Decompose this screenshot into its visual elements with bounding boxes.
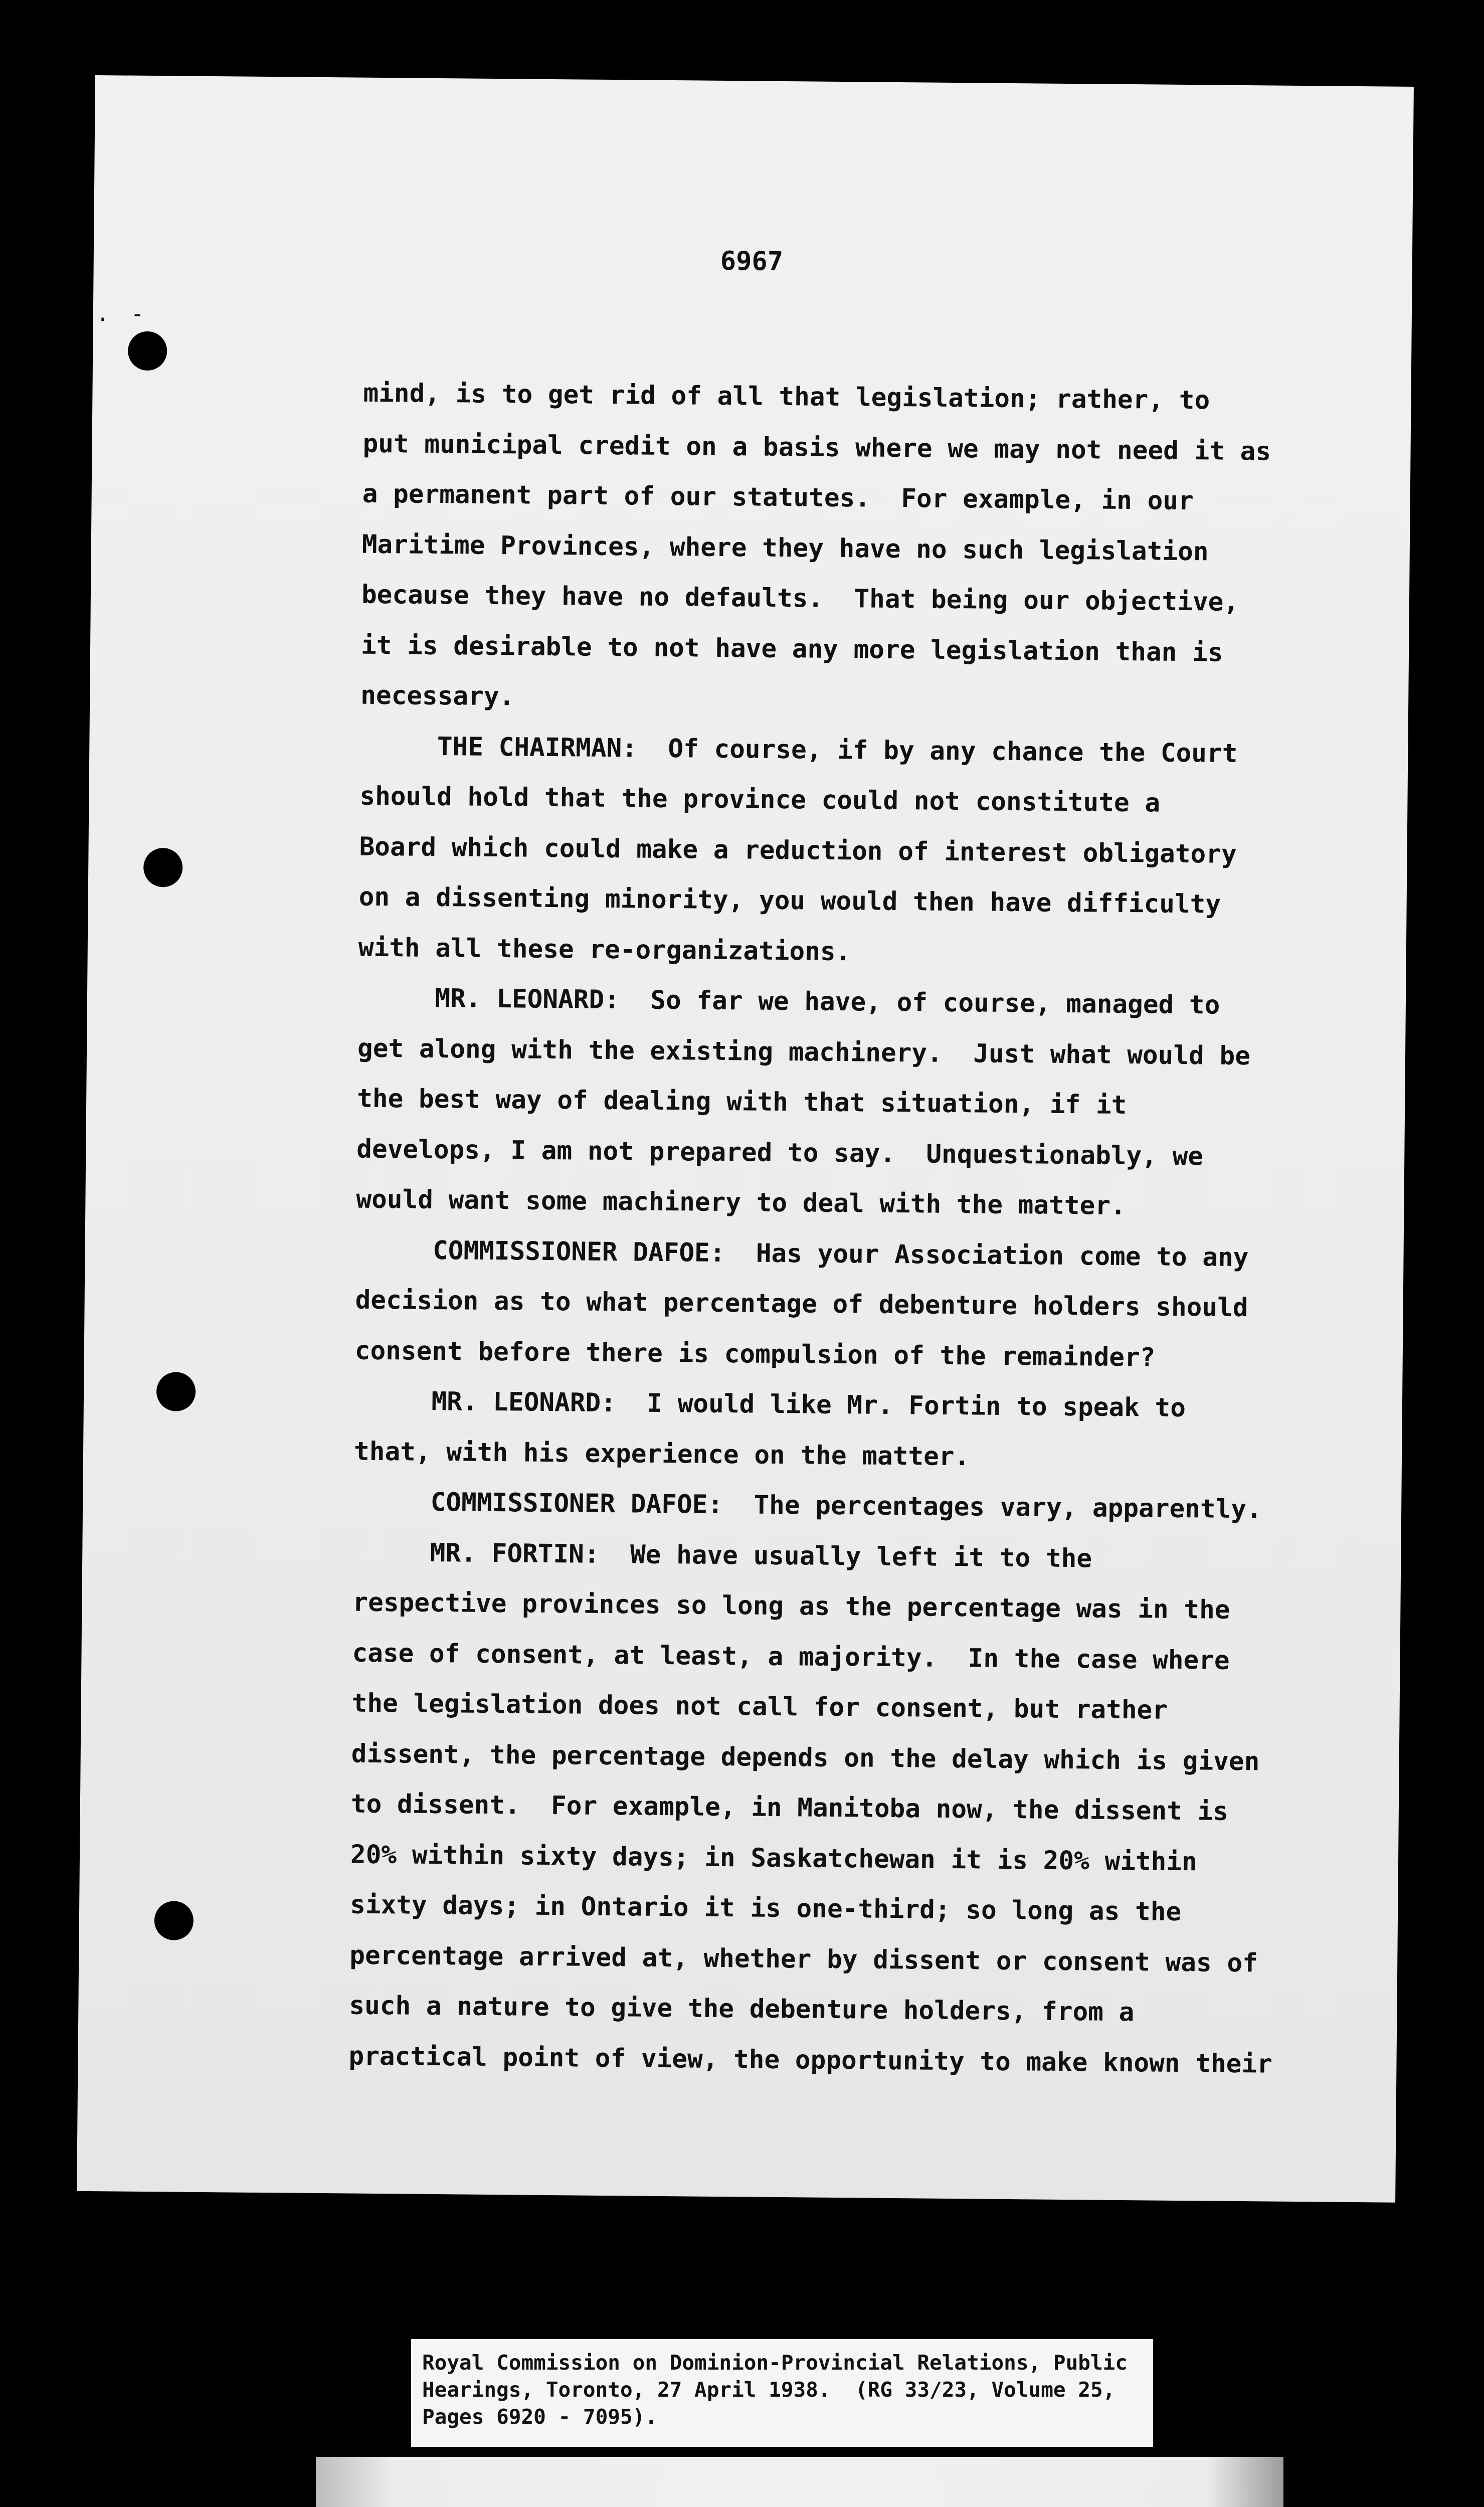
page-number: 6967 [720,246,784,277]
text-line: get along with the existing machinery. Just what would be [357,1033,1251,1071]
text-line: 20% within sixty days; in Saskatchewan it is 20% within [350,1840,1198,1877]
text-line: the best way of dealing with that situation, if it [356,1084,1127,1121]
text-line: sixty days; in Ontario it is one-third; so long as the [349,1890,1182,1927]
punch-hole [128,331,167,371]
text-line: develops, I am not prepared to say. Unquestionably, we [356,1134,1204,1171]
text-line: it is desirable to not have any more legislation than is [360,630,1223,668]
text-line: such a nature to give the debenture holders, from a [349,1991,1135,2028]
text-line: Maritime Provinces, where they have no such legislation [361,529,1209,567]
text-line: COMMISSIONER DAFOE: Has your Association come to any [355,1235,1249,1273]
text-line: Board which could make a reduction of interest obligatory [359,832,1237,869]
text-line: THE CHAIRMAN: Of course, if by any chance the Court [360,731,1238,769]
text-line: MR. LEONARD: So far we have, of course, managed to [357,983,1220,1020]
text-line: MR. LEONARD: I would like Mr. Fortin to speak to [354,1386,1186,1423]
text-line: put municipal credit on a basis where we may not need it as [362,429,1271,466]
text-line: should hold that the province could not constitute a [359,781,1161,818]
archives-stamp [316,2457,1283,2507]
text-line: with all these re-organizations. [358,933,851,967]
text-line: that, with his experience on the matter. [353,1437,970,1472]
archive-citation-label [411,2339,1153,2447]
text-line: case of consent, at least, a majority. In the case where [352,1638,1230,1676]
text-line: MR. FORTIN: We have usually left it to the [353,1537,1092,1573]
text-line: mind, is to get rid of all that legislation; rather, to [363,378,1210,416]
punch-hole [156,1372,196,1411]
transcript-text [348,369,1316,2090]
text-line: Pages 6920 - 7095). [422,2405,657,2429]
document-page [77,75,1414,2203]
margin-mark: . - [96,301,148,327]
text-line: Royal Commission on Dominion-Provincial Relations, Public [422,2351,1128,2375]
text-line: the legislation does not call for consent, but rather [351,1688,1168,1725]
text-line: COMMISSIONER DAFOE: The percentages vary, apparently. [353,1487,1262,1525]
punch-hole [143,848,183,887]
text-line: because they have no defaults. That being our objective, [361,580,1239,617]
text-line: dissent, the percentage depends on the delay which is given [351,1739,1260,1776]
text-line: decision as to what percentage of debenture holders should [355,1285,1248,1323]
text-line: to dissent. For example, in Manitoba now, the dissent is [350,1789,1229,1827]
text-line: a permanent part of our statutes. For example, in our [362,479,1194,516]
text-line: on a dissenting minority, you would then have difficulty [358,882,1221,920]
text-line: percentage arrived at, whether by dissent or consent was of [349,1940,1258,1978]
punch-hole [154,1901,194,1940]
text-line: practical point of view, the opportunity to make known their [348,2041,1273,2079]
text-line: consent before there is compulsion of the remainder? [354,1336,1156,1373]
text-line: Hearings, Toronto, 27 April 1938. (RG 33/23, Volume 25, [422,2378,1116,2402]
text-line: respective provinces so long as the percentage was in the [352,1587,1230,1625]
text-line: would want some machinery to deal with the matter. [356,1184,1126,1221]
text-line: necessary. [360,680,515,712]
